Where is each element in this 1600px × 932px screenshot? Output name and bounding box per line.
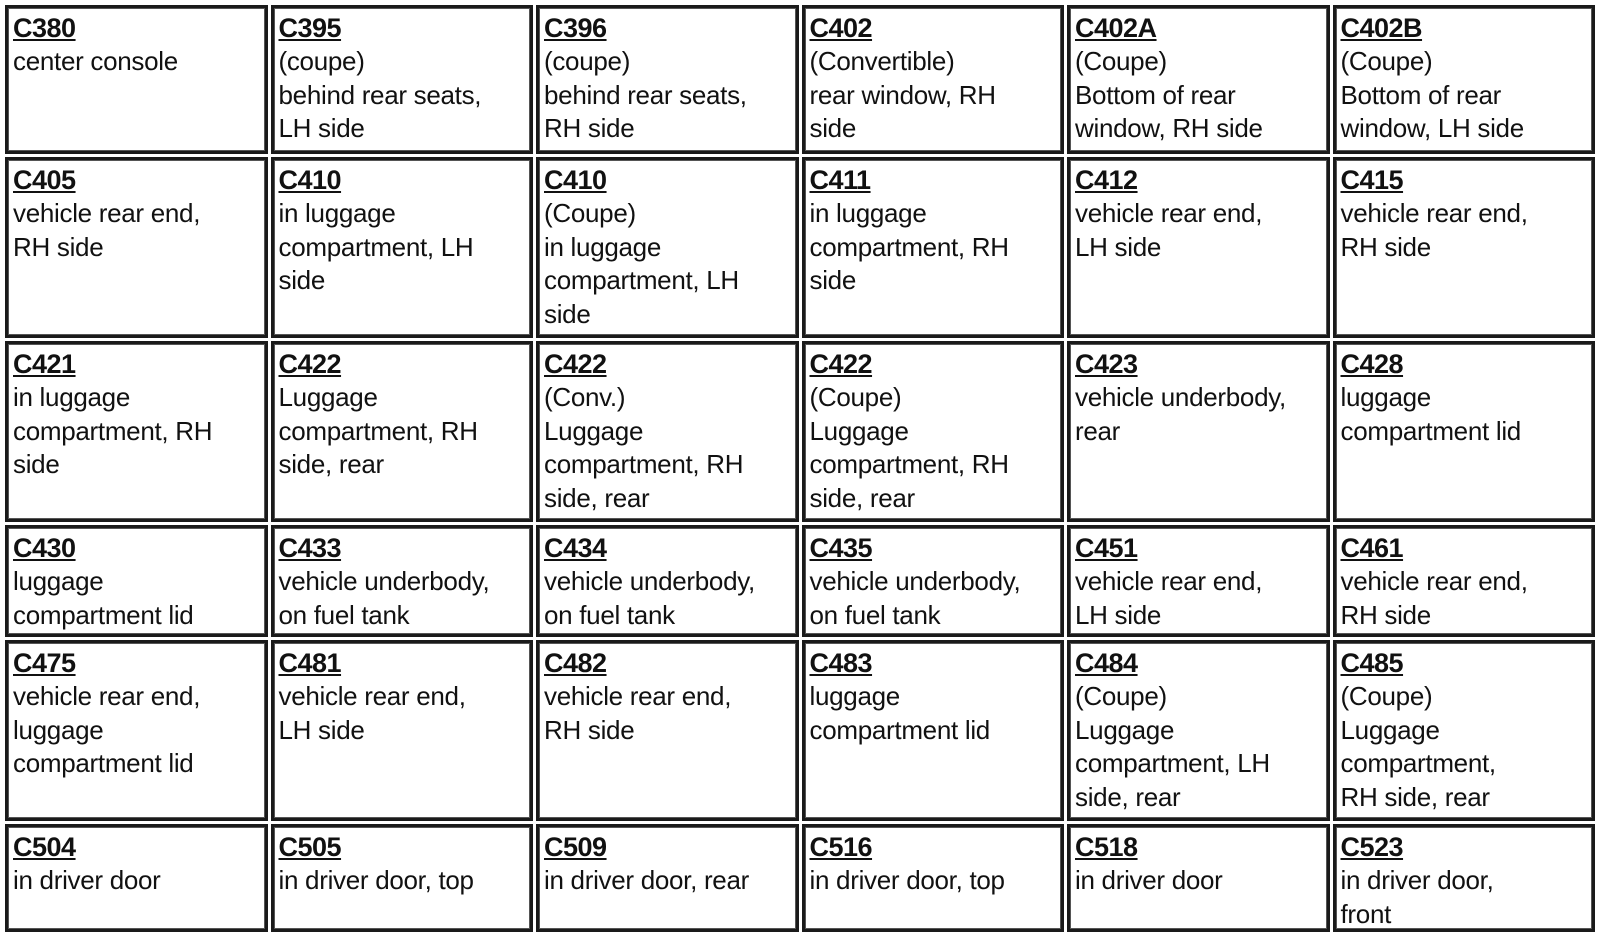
connector-location: vehicle underbody, on fuel tank xyxy=(278,566,490,630)
connector-location: luggage compartment lid xyxy=(809,681,990,745)
connector-code: C410 xyxy=(544,165,607,195)
connector-location: (coupe) behind rear seats, RH side xyxy=(544,46,747,143)
table-cell xyxy=(1333,640,1596,821)
table-cell xyxy=(1067,525,1330,637)
connector-location: vehicle rear end, LH side xyxy=(1075,566,1263,630)
connector-code: C422 xyxy=(544,349,607,379)
connector-code: C421 xyxy=(13,349,76,379)
connector-code: C435 xyxy=(809,533,873,563)
table-cell xyxy=(271,5,534,154)
connector-code: C422 xyxy=(278,349,342,379)
table-cell xyxy=(802,640,1065,821)
table-cell xyxy=(1067,341,1330,522)
connector-code: C415 xyxy=(1340,165,1404,195)
connector-location: luggage compartment lid xyxy=(1340,382,1521,446)
connector-location: in driver door xyxy=(13,865,161,895)
table-cell xyxy=(536,525,799,637)
connector-code: C481 xyxy=(278,648,342,678)
connector-code: C482 xyxy=(544,648,607,678)
table-cell xyxy=(536,5,799,154)
connector-location: vehicle rear end, luggage compartment lid xyxy=(13,681,201,778)
table-cell xyxy=(271,824,534,932)
table-cell xyxy=(271,640,534,821)
table-cell xyxy=(802,341,1065,522)
connector-code: C475 xyxy=(13,648,76,678)
connector-location: vehicle rear end, RH side xyxy=(544,681,732,745)
table-cell xyxy=(5,640,268,821)
connector-code: C504 xyxy=(13,832,76,862)
table-cell xyxy=(1067,824,1330,932)
table-cell xyxy=(271,341,534,522)
connector-location: in driver door xyxy=(1075,865,1223,895)
connector-code: C411 xyxy=(809,165,871,195)
connector-code: C412 xyxy=(1075,165,1138,195)
table-cell xyxy=(5,5,268,154)
table-cell xyxy=(1333,525,1596,637)
table-cell xyxy=(802,525,1065,637)
table-cell xyxy=(5,341,268,522)
connector-code: C396 xyxy=(544,13,607,43)
connector-location: Luggage compartment, RH side, rear xyxy=(278,382,478,479)
connector-location: in luggage compartment, RH side xyxy=(13,382,213,479)
table-cell xyxy=(5,157,268,338)
connector-code: C395 xyxy=(278,13,342,43)
table-cell xyxy=(1067,5,1330,154)
connector-location: vehicle rear end, RH side xyxy=(1340,566,1528,630)
connector-location: (Coupe) Luggage compartment, RH side, rear xyxy=(1340,681,1496,812)
table-cell xyxy=(5,525,268,637)
connector-location: (Coupe) Luggage compartment, RH side, rear xyxy=(809,382,1009,513)
connector-location: vehicle rear end, RH side xyxy=(1340,198,1528,262)
connector-location: vehicle rear end, RH side xyxy=(13,198,201,262)
table-cell xyxy=(536,157,799,338)
connector-location: vehicle underbody, rear xyxy=(1075,382,1286,446)
connector-location: in driver door, front xyxy=(1340,865,1494,929)
connector-code: C516 xyxy=(809,832,873,862)
connector-code: C430 xyxy=(13,533,76,563)
connector-location: vehicle underbody, on fuel tank xyxy=(809,566,1021,630)
connector-location: in driver door, top xyxy=(278,865,474,895)
connector-location: (Coupe) in luggage compartment, LH side xyxy=(544,198,739,329)
connector-code: C428 xyxy=(1340,349,1404,379)
connector-code: C461 xyxy=(1340,533,1404,563)
table-cell xyxy=(536,640,799,821)
connector-location: vehicle rear end, LH side xyxy=(1075,198,1263,262)
connector-location: in driver door, rear xyxy=(544,865,749,895)
table-cell xyxy=(802,157,1065,338)
table-cell xyxy=(802,824,1065,932)
connector-location: (coupe) behind rear seats, LH side xyxy=(278,46,482,143)
connector-code: C402 xyxy=(809,13,873,43)
table-cell xyxy=(1333,824,1596,932)
connector-location-table xyxy=(5,5,1595,929)
table-cell xyxy=(536,341,799,522)
connector-code: C402A xyxy=(1075,13,1157,43)
connector-code: C434 xyxy=(544,533,607,563)
connector-location: in luggage compartment, LH side xyxy=(278,198,474,295)
connector-code: C422 xyxy=(809,349,873,379)
table-cell xyxy=(271,157,534,338)
table-cell xyxy=(1333,157,1596,338)
connector-code: C433 xyxy=(278,533,342,563)
connector-code: C484 xyxy=(1075,648,1138,678)
connector-location: (Conv.) Luggage compartment, RH side, rear xyxy=(544,382,744,513)
connector-location: (Coupe) Bottom of rear window, LH side xyxy=(1340,46,1524,143)
table-cell xyxy=(5,824,268,932)
connector-code: C405 xyxy=(13,165,76,195)
connector-code: C380 xyxy=(13,13,76,43)
table-cell xyxy=(1333,5,1596,154)
connector-location: luggage compartment lid xyxy=(13,566,194,630)
connector-code: C509 xyxy=(544,832,607,862)
table-cell xyxy=(271,525,534,637)
connector-location: in luggage compartment, RH side xyxy=(809,198,1009,295)
connector-code: C505 xyxy=(278,832,342,862)
table-cell xyxy=(1333,341,1596,522)
connector-code: C483 xyxy=(809,648,873,678)
connector-code: C485 xyxy=(1340,648,1404,678)
connector-code: C402B xyxy=(1340,13,1423,43)
connector-location: (Convertible) rear window, RH side xyxy=(809,46,996,143)
connector-location: center console xyxy=(13,46,178,76)
connector-code: C518 xyxy=(1075,832,1138,862)
table-cell xyxy=(1067,157,1330,338)
connector-code: C523 xyxy=(1340,832,1404,862)
connector-location: vehicle rear end, LH side xyxy=(278,681,466,745)
connector-location: (Coupe) Luggage compartment, LH side, rear xyxy=(1075,681,1270,812)
connector-location: (Coupe) Bottom of rear window, RH side xyxy=(1075,46,1263,143)
table-cell xyxy=(536,824,799,932)
table-cell xyxy=(1067,640,1330,821)
table-cell xyxy=(802,5,1065,154)
connector-code: C410 xyxy=(278,165,342,195)
connector-location: vehicle underbody, on fuel tank xyxy=(544,566,755,630)
connector-code: C451 xyxy=(1075,533,1138,563)
connector-code: C423 xyxy=(1075,349,1138,379)
connector-location: in driver door, top xyxy=(809,865,1005,895)
